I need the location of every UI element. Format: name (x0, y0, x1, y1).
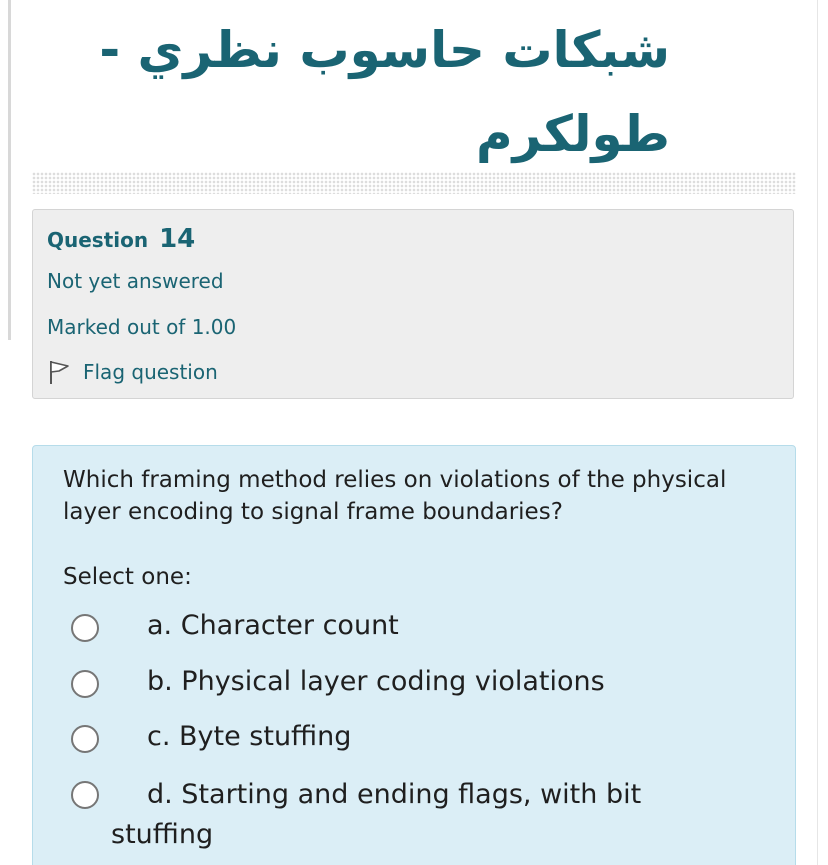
question-number: 14 (159, 224, 196, 254)
radio-unchecked-icon[interactable] (71, 781, 99, 809)
right-border (817, 0, 818, 865)
radio-unchecked-icon[interactable] (71, 670, 99, 698)
answer-option-a[interactable] (71, 608, 761, 648)
answer-option-label: c. Byte stuffing (147, 721, 352, 752)
flag-question-button[interactable] (47, 358, 218, 386)
course-title: شبكات حاسوب نظري - طولكرم (99, 21, 670, 163)
question-label: Question (47, 228, 149, 252)
radio-unchecked-icon[interactable] (71, 614, 99, 642)
answer-option-label: d. Starting and ending flags, with bit stuffing (111, 779, 642, 850)
question-grade: Marked out of 1.00 (47, 315, 237, 339)
answer-option-d[interactable] (71, 775, 761, 850)
dotted-separator (32, 172, 796, 194)
flag-icon (47, 359, 73, 385)
question-heading (47, 224, 195, 254)
answer-option-label: a. Character count (147, 610, 399, 641)
flag-question-label: Flag question (83, 360, 218, 384)
question-info-panel (32, 209, 794, 399)
question-content (32, 445, 796, 865)
question-status: Not yet answered (47, 269, 224, 293)
answer-option-label: b. Physical layer coding violations (147, 666, 605, 697)
radio-unchecked-icon[interactable] (71, 725, 99, 753)
answer-option-c[interactable] (71, 719, 761, 759)
answer-option-b[interactable] (71, 664, 761, 704)
left-border (8, 0, 11, 340)
question-text: Which framing method relies on violations of the physical layer encoding to signal frame boundaries? (63, 467, 727, 525)
select-one-prompt: Select one: (63, 564, 192, 590)
